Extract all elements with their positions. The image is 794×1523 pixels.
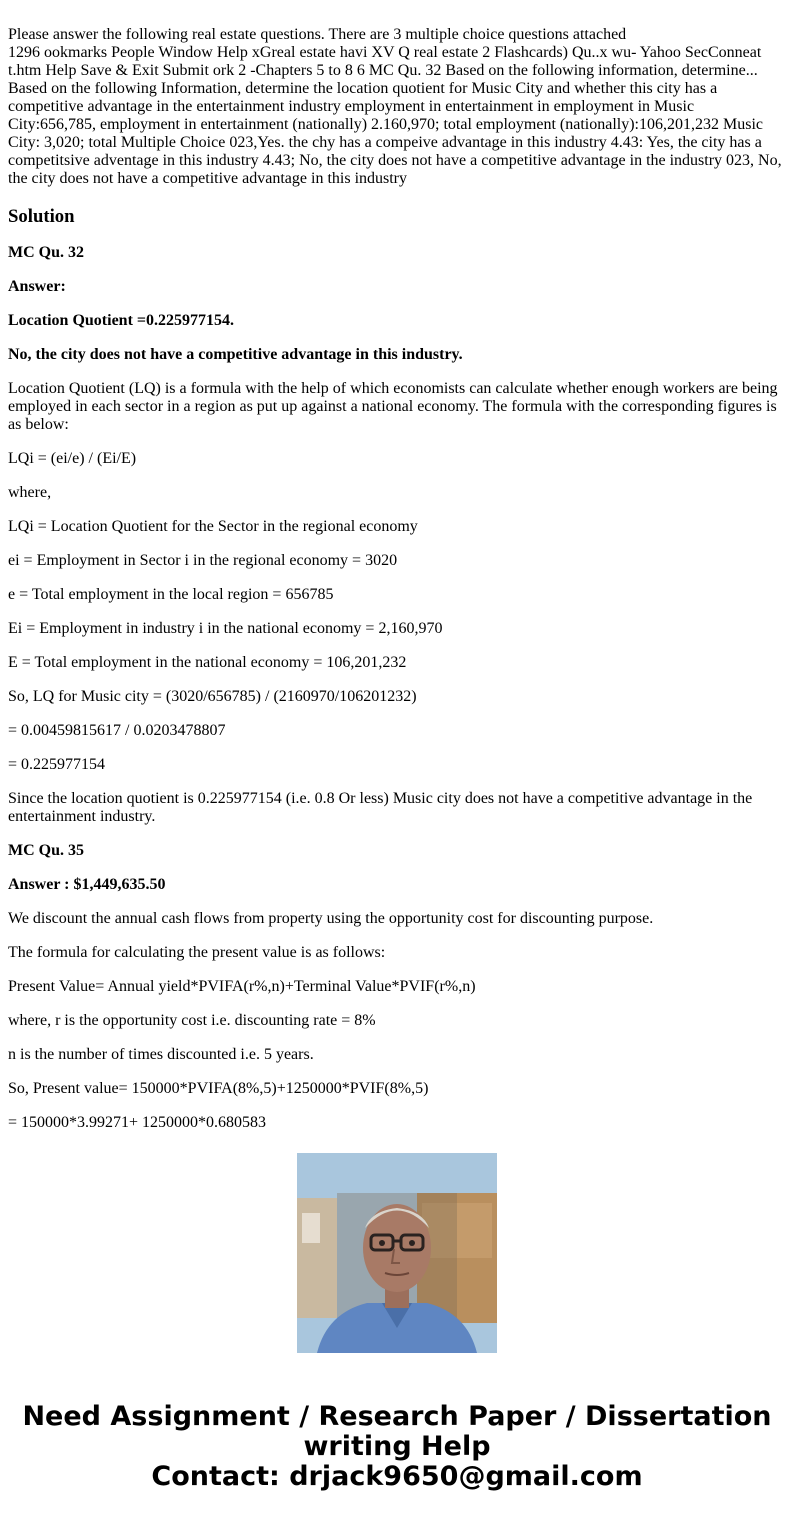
- footer-line-3: Contact: drjack9650@gmail.com: [151, 1461, 643, 1492]
- document-content: [8, 0, 786, 1131]
- definition-ei: ei = Employment in Sector i in the regional economy = 3020: [8, 552, 398, 569]
- solution-heading: Solution: [8, 206, 75, 227]
- question-line-1: Please answer the following real estate questions. There are 3 multiple choice questions attached: [8, 26, 627, 43]
- where-label: where,: [8, 484, 52, 501]
- pv-formula: Present Value= Annual yield*PVIFA(r%,n)+Terminal Value*PVIF(r%,n): [8, 978, 476, 995]
- footer-line-1: Need Assignment / Research Paper / Dissertation: [22, 1401, 772, 1432]
- definition-E: E = Total employment in the national economy = 106,201,232: [8, 654, 407, 671]
- q32-answer-label: Answer:: [8, 278, 66, 295]
- lq-conclusion: No, the city does not have a competitive advantage in this industry.: [8, 346, 463, 363]
- author-portrait-image: [297, 1153, 497, 1353]
- pv-calculation: So, Present value= 150000*PVIFA(8%,5)+1250000*PVIF(8%,5): [8, 1080, 429, 1097]
- lq-formula: LQi = (ei/e) / (Ei/E): [8, 450, 137, 467]
- definition-Ei: Ei = Employment in industry i in the national economy = 2,160,970: [8, 620, 443, 637]
- lq-calculation-3: = 0.225977154: [8, 756, 106, 773]
- pv-intro: We discount the annual cash flows from property using the opportunity cost for discounting purpose.: [8, 910, 654, 927]
- question-body: 1296 ookmarks People Window Help xGreal estate havi XV Q real estate 2 Flashcards) Qu..x wu- Yahoo SecConneat t.htm Help Save & Exit Submit ork 2 -Chapters 5 to 8 6 MC Qu. 32 Based on the following information, determine... Based on the following Information, determine the location quotient for Music City and whether this city has a competitive advantage in the entertainment industry employment in entertainment in employment in Music City:656,785, employment in entertainment (nationally) 2.160,970; total employment (nationally):106,201,232 Music City: 3,020; total Multiple Choice 023,Yes. the chy has a compeive advantage in this industry 4.43: Yes, the city has a competitsive adventage in this industry 4.43; No, the city does not have a competitive advantage in the industry 023, No, the city does not have a competitive advantage in this industry: [8, 44, 782, 187]
- footer-contact: [0, 1402, 794, 1492]
- footer-line-2: writing Help: [303, 1431, 491, 1462]
- q32-title: MC Qu. 32: [8, 244, 84, 261]
- lq-summary: Since the location quotient is 0.225977154 (i.e. 0.8 Or less) Music city does not have a competitive advantage in the entertainment industry.: [8, 790, 753, 825]
- q35-answer: Answer : $1,449,635.50: [8, 876, 166, 893]
- pv-formula-intro: The formula for calculating the present value is as follows:: [8, 944, 386, 961]
- definition-e: e = Total employment in the local region = 656785: [8, 586, 334, 603]
- lq-calculation-2: = 0.00459815617 / 0.0203478807: [8, 722, 226, 739]
- pv-calculation-2: = 150000*3.99271+ 1250000*0.680583: [8, 1114, 267, 1131]
- lq-calculation-1: So, LQ for Music city = (3020/656785) / (2160970/106201232): [8, 688, 417, 705]
- question-text: [8, 26, 786, 188]
- lq-intro: Location Quotient (LQ) is a formula with the help of which economists can calculate whether enough workers are being employed in each sector in a region as put up against a national economy. The formula with the corresponding figures is as below:: [8, 380, 778, 433]
- q35-title: MC Qu. 35: [8, 842, 84, 859]
- definition-lqi: LQi = Location Quotient for the Sector in the regional economy: [8, 518, 418, 535]
- pv-rate: where, r is the opportunity cost i.e. discounting rate = 8%: [8, 1012, 376, 1029]
- lq-answer: Location Quotient =0.225977154.: [8, 312, 235, 329]
- pv-periods: n is the number of times discounted i.e. 5 years.: [8, 1046, 314, 1063]
- author-avatar: [297, 1153, 497, 1353]
